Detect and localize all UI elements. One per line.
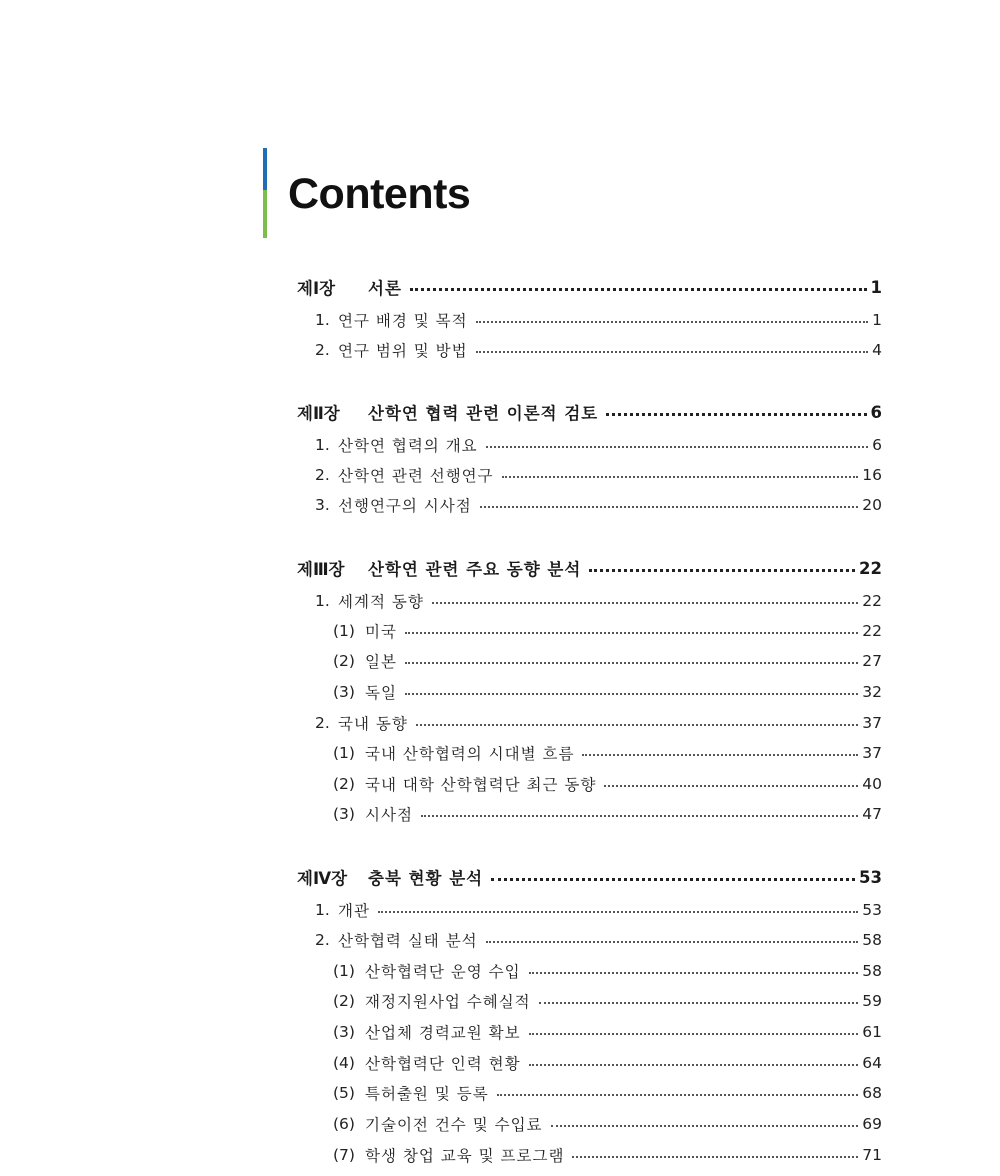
toc-subsection-entry[interactable] — [333, 1019, 882, 1045]
dot-leader — [497, 1094, 859, 1096]
toc-entry-number: 2. — [315, 931, 330, 949]
toc-entry-page-number: 58 — [862, 962, 882, 980]
dot-leader — [539, 1002, 859, 1004]
toc-entry-label: 연구 범위 및 방법 — [338, 342, 468, 360]
toc-entry-number: 2. — [315, 341, 330, 359]
toc-subsection-entry[interactable] — [333, 771, 882, 797]
toc-entry-page-number: 61 — [862, 1023, 882, 1041]
toc-entry-page-number: 71 — [862, 1146, 882, 1164]
dot-leader — [529, 972, 859, 974]
title-accent-bar-green — [263, 190, 267, 238]
toc-entry-label: 산학연 협력의 개요 — [338, 437, 478, 455]
toc-entry-page-number: 22 — [862, 622, 882, 640]
toc-section-entry[interactable] — [315, 307, 882, 333]
dot-leader — [486, 941, 859, 943]
toc-entry-label: 산학연 관련 선행연구 — [338, 467, 494, 485]
toc-entry-page-number: 37 — [862, 744, 882, 762]
toc-entry-label: 연구 배경 및 목적 — [338, 312, 468, 330]
dot-leader — [606, 413, 866, 416]
toc-entry-label: 미국 — [365, 623, 397, 641]
toc-entry-page-number: 40 — [862, 775, 882, 793]
toc-subsection-entry[interactable] — [333, 1111, 882, 1137]
dot-leader — [405, 632, 858, 634]
dot-leader — [529, 1033, 859, 1035]
toc-entry-page-number: 22 — [859, 558, 882, 578]
toc-entry-label: 산학협력 실태 분석 — [338, 932, 478, 950]
toc-entry-label: 선행연구의 시사점 — [338, 497, 472, 515]
toc-entry-number: (4) — [333, 1054, 355, 1072]
toc-subsection-entry[interactable] — [333, 801, 882, 827]
toc-entry-page-number: 6 — [872, 436, 882, 454]
toc-entry-label: 세계적 동향 — [338, 593, 424, 611]
toc-section-entry[interactable] — [315, 337, 882, 363]
toc-section-entry[interactable] — [315, 588, 882, 614]
toc-entry-number: (7) — [333, 1146, 355, 1164]
toc-entry-label: 산업체 경력교원 확보 — [365, 1024, 521, 1042]
dot-leader — [551, 1125, 859, 1127]
dot-leader — [405, 693, 858, 695]
dot-leader — [421, 815, 858, 817]
toc-entry-page-number: 58 — [862, 931, 882, 949]
dot-leader — [410, 288, 867, 291]
toc-entry-page-number: 59 — [862, 992, 882, 1010]
toc-section-entry[interactable] — [315, 462, 882, 488]
toc-entry-number: 제Ⅰ장 — [297, 279, 336, 298]
dot-leader — [378, 911, 858, 913]
toc-entry-page-number: 6 — [870, 402, 882, 422]
toc-entry-number: 제Ⅱ장 — [297, 404, 340, 423]
toc-entry-page-number: 53 — [859, 867, 882, 887]
dot-leader — [416, 724, 858, 726]
page-title: Contents — [288, 170, 471, 218]
toc-entry-page-number: 64 — [862, 1054, 882, 1072]
dot-leader — [572, 1156, 858, 1158]
toc-entry-label: 특허출원 및 등록 — [365, 1085, 489, 1103]
toc-entry-number: 1. — [315, 311, 330, 329]
dot-leader — [604, 785, 858, 787]
toc-entry-label: 일본 — [365, 653, 397, 671]
dot-leader — [589, 569, 855, 572]
toc-chapter-entry[interactable] — [297, 399, 882, 425]
toc-entry-number: (1) — [333, 962, 355, 980]
toc-subsection-entry[interactable] — [333, 679, 882, 705]
dot-leader — [486, 446, 868, 448]
toc-entry-page-number: 68 — [862, 1084, 882, 1102]
toc-entry-number: 1. — [315, 436, 330, 454]
toc-chapter-entry[interactable] — [297, 555, 882, 581]
toc-section-entry[interactable] — [315, 897, 882, 923]
toc-subsection-entry[interactable] — [333, 618, 882, 644]
toc-entry-label: 학생 창업 교육 및 프로그램 — [365, 1147, 565, 1165]
toc-entry-page-number: 4 — [872, 341, 882, 359]
toc-entry-label: 산학연 관련 주요 동향 분석 — [368, 560, 582, 579]
toc-entry-page-number: 32 — [862, 683, 882, 701]
toc-entry-label: 산학연 협력 관련 이론적 검토 — [368, 404, 599, 423]
toc-entry-label: 산학협력단 운영 수입 — [365, 963, 521, 981]
toc-subsection-entry[interactable] — [333, 958, 882, 984]
dot-leader — [432, 602, 858, 604]
title-accent-bar-blue — [263, 148, 267, 190]
toc-entry-number: 1. — [315, 592, 330, 610]
toc-entry-number: 2. — [315, 466, 330, 484]
toc-entry-label: 기술이전 건수 및 수입료 — [365, 1116, 543, 1134]
dot-leader — [529, 1064, 859, 1066]
toc-entry-number: (3) — [333, 1023, 355, 1041]
toc-entry-page-number: 22 — [862, 592, 882, 610]
toc-section-entry[interactable] — [315, 927, 882, 953]
toc-entry-number: (2) — [333, 652, 355, 670]
dot-leader — [480, 506, 859, 508]
toc-entry-page-number: 37 — [862, 714, 882, 732]
dot-leader — [476, 351, 868, 353]
dot-leader — [476, 321, 868, 323]
toc-entry-number: 1. — [315, 901, 330, 919]
toc-subsection-entry[interactable] — [333, 648, 882, 674]
toc-chapter-entry[interactable] — [297, 864, 882, 890]
toc-entry-page-number: 69 — [862, 1115, 882, 1133]
toc-entry-number: (3) — [333, 683, 355, 701]
toc-entry-page-number: 1 — [872, 311, 882, 329]
toc-entry-number: (2) — [333, 992, 355, 1010]
dot-leader — [502, 476, 859, 478]
toc-entry-label: 충북 현황 분석 — [368, 869, 484, 888]
toc-entry-label: 개관 — [338, 902, 370, 920]
toc-entry-number: (1) — [333, 622, 355, 640]
toc-section-entry[interactable] — [315, 432, 882, 458]
toc-entry-label: 국내 대학 산학협력단 최근 동향 — [365, 776, 597, 794]
dot-leader — [491, 878, 855, 881]
toc-entry-page-number: 53 — [862, 901, 882, 919]
toc-subsection-entry[interactable] — [333, 740, 882, 766]
toc-entry-number: 제Ⅳ장 — [297, 869, 348, 888]
toc-entry-number: (6) — [333, 1115, 355, 1133]
toc-entry-page-number: 27 — [862, 652, 882, 670]
toc-entry-page-number: 47 — [862, 805, 882, 823]
toc-entry-number: (2) — [333, 775, 355, 793]
toc-subsection-entry[interactable] — [333, 1080, 882, 1106]
toc-entry-label: 독일 — [365, 684, 397, 702]
toc-entry-number: 2. — [315, 714, 330, 732]
toc-section-entry[interactable] — [315, 710, 882, 736]
dot-leader — [582, 754, 858, 756]
toc-entry-label: 시사점 — [365, 806, 413, 824]
toc-entry-label: 국내 동향 — [338, 715, 408, 733]
toc-entry-number: 3. — [315, 496, 330, 514]
toc-chapter-entry[interactable] — [297, 274, 882, 300]
toc-section-entry[interactable] — [315, 492, 882, 518]
toc-entry-label: 국내 산학협력의 시대별 흐름 — [365, 745, 575, 763]
toc-entry-label: 서론 — [368, 279, 402, 298]
toc-entry-page-number: 1 — [870, 277, 882, 297]
toc-subsection-entry[interactable] — [333, 988, 882, 1014]
toc-entry-page-number: 16 — [862, 466, 882, 484]
toc-entry-number: (5) — [333, 1084, 355, 1102]
toc-subsection-entry[interactable] — [333, 1142, 882, 1168]
toc-entry-page-number: 20 — [862, 496, 882, 514]
toc-entry-number: 제Ⅲ장 — [297, 560, 345, 579]
toc-entry-label: 산학협력단 인력 현황 — [365, 1055, 521, 1073]
dot-leader — [405, 662, 858, 664]
toc-entry-number: (3) — [333, 805, 355, 823]
toc-subsection-entry[interactable] — [333, 1050, 882, 1076]
toc-entry-number: (1) — [333, 744, 355, 762]
toc-entry-label: 재정지원사업 수혜실적 — [365, 993, 531, 1011]
